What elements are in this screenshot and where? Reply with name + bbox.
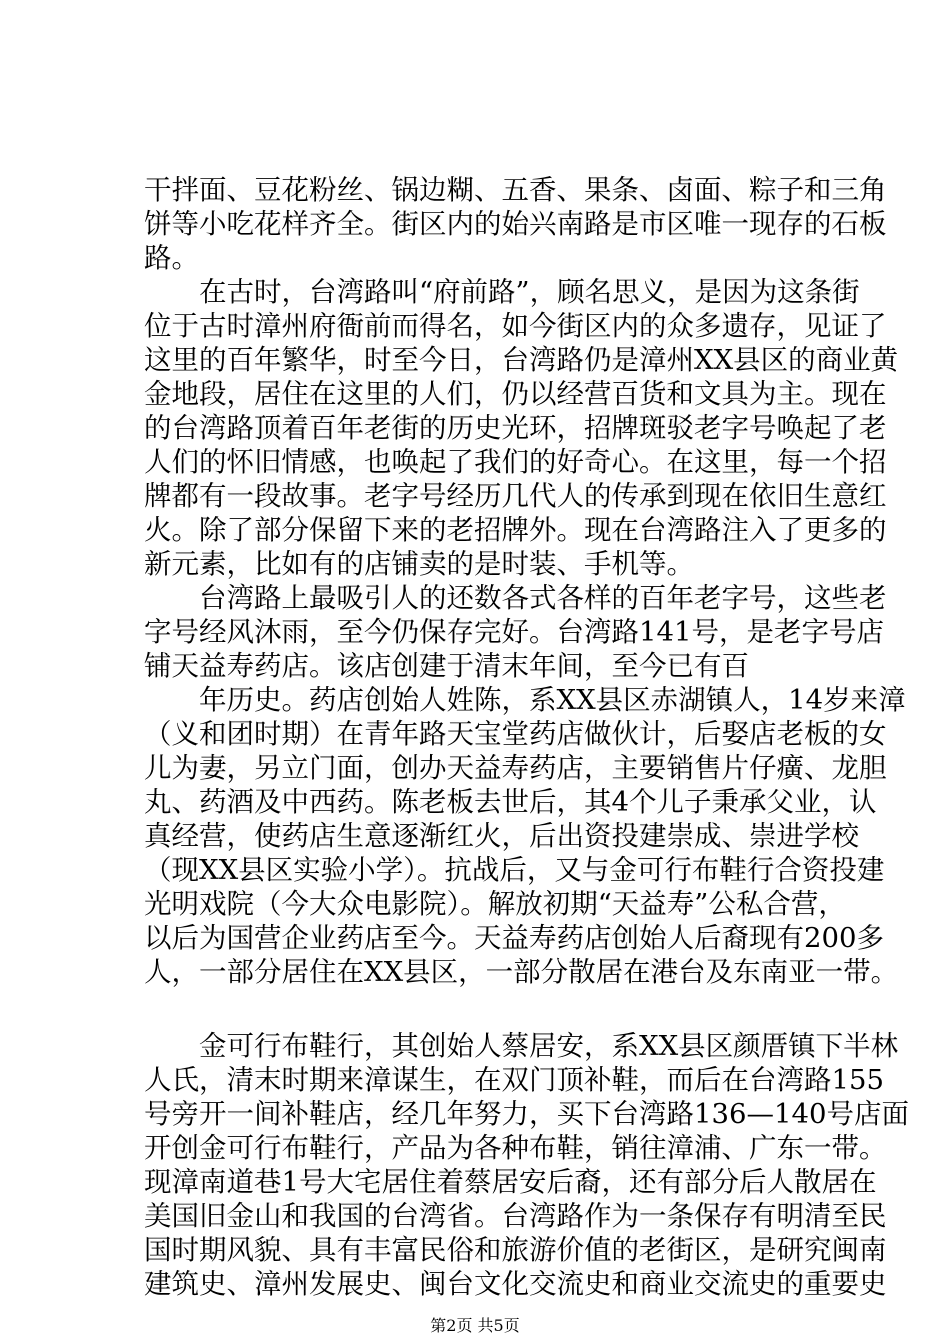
text-line: 真经营，使药店生意逐渐红火，后出资投建崇成、崇进学校 xyxy=(144,820,859,852)
text-line: 以后为国营企业药店至今。天益寿药店创始人后裔现有200多 xyxy=(144,922,884,954)
text-line: 火。除了部分保留下来的老招牌外。现在台湾路注入了更多的 xyxy=(144,514,887,546)
text-line: 美国旧金山和我国的台湾省。台湾路作为一条保存有明清至民 xyxy=(144,1200,887,1232)
text-line: 的台湾路顶着百年老街的历史光环，招牌斑驳老字号唤起了老 xyxy=(144,412,887,444)
text-line: 铺天益寿药店。该店创建于清末年间，至今已有百 xyxy=(144,650,749,682)
text-line: 儿为妻，另立门面，创办天益寿药店，主要销售片仔癀、龙胆 xyxy=(144,752,887,784)
text-line: 人氏，清末时期来漳谋生，在双门顶补鞋，而后在台湾路155 xyxy=(144,1064,884,1096)
text-line: 光明戏院（今大众电影院）。解放初期“天益寿”公私合营， xyxy=(144,888,846,920)
text-line: 台湾路上最吸引人的还数各式各样的百年老字号，这些老 xyxy=(144,582,887,614)
text-line: 金地段，居住在这里的人们，仍以经营百货和文具为主。现在 xyxy=(144,378,887,410)
text-line: 人们的怀旧情感，也唤起了我们的好奇心。在这里，每一个招 xyxy=(144,446,887,478)
text-line: 在古时，台湾路叫“府前路”，顾名思义，是因为这条街 xyxy=(144,276,860,308)
text-line: （现XX县区实验小学）。抗战后，又与金可行布鞋行合资投建 xyxy=(144,854,885,886)
text-line: 饼等小吃花样齐全。街区内的始兴南路是市区唯一现存的石板 xyxy=(144,208,887,240)
text-line: 位于古时漳州府衙前而得名，如今街区内的众多遗存，见证了 xyxy=(144,310,887,342)
text-line: （义和团时期）在青年路天宝堂药店做伙计，后娶店老板的女 xyxy=(144,718,887,750)
page-number-footer: 第2页 共5页 xyxy=(430,1316,520,1335)
text-line: 牌都有一段故事。老字号经历几代人的传承到现在依旧生意红 xyxy=(144,480,887,512)
text-line: 丸、药酒及中西药。陈老板去世后，其4个儿子秉承父业，认 xyxy=(144,786,877,818)
text-line: 现漳南道巷1号大宅居住着蔡居安后裔，还有部分后人散居在 xyxy=(144,1166,877,1198)
text-line: 人，一部分居住在XX县区，一部分散居在港台及东南亚一带。 xyxy=(144,956,899,988)
text-line: 年历史。药店创始人姓陈，系XX县区赤湖镇人，14岁来漳 xyxy=(144,684,906,716)
text-line: 干拌面、豆花粉丝、锅边糊、五香、果条、卤面、粽子和三角 xyxy=(144,174,887,206)
text-line: 建筑史、漳州发展史、闽台文化交流史和商业交流史的重要史 xyxy=(144,1268,887,1300)
text-line: 开创金可行布鞋行，产品为各种布鞋，销往漳浦、广东一带。 xyxy=(144,1132,887,1164)
text-line: 号旁开一间补鞋店，经几年努力，买下台湾路136—140号店面 xyxy=(144,1098,909,1130)
text-line: 金可行布鞋行，其创始人蔡居安，系XX县区颜厝镇下半林 xyxy=(144,1030,899,1062)
text-line: 国时期风貌、具有丰富民俗和旅游价值的老街区，是研究闽南 xyxy=(144,1234,887,1266)
text-line: 路。 xyxy=(144,242,199,274)
text-line: 新元素，比如有的店铺卖的是时装、手机等。 xyxy=(144,548,694,580)
text-line: 字号经风沐雨，至今仍保存完好。台湾路141号，是老字号店 xyxy=(144,616,884,648)
text-line: 这里的百年繁华，时至今日，台湾路仍是漳州XX县区的商业黄 xyxy=(144,344,899,376)
